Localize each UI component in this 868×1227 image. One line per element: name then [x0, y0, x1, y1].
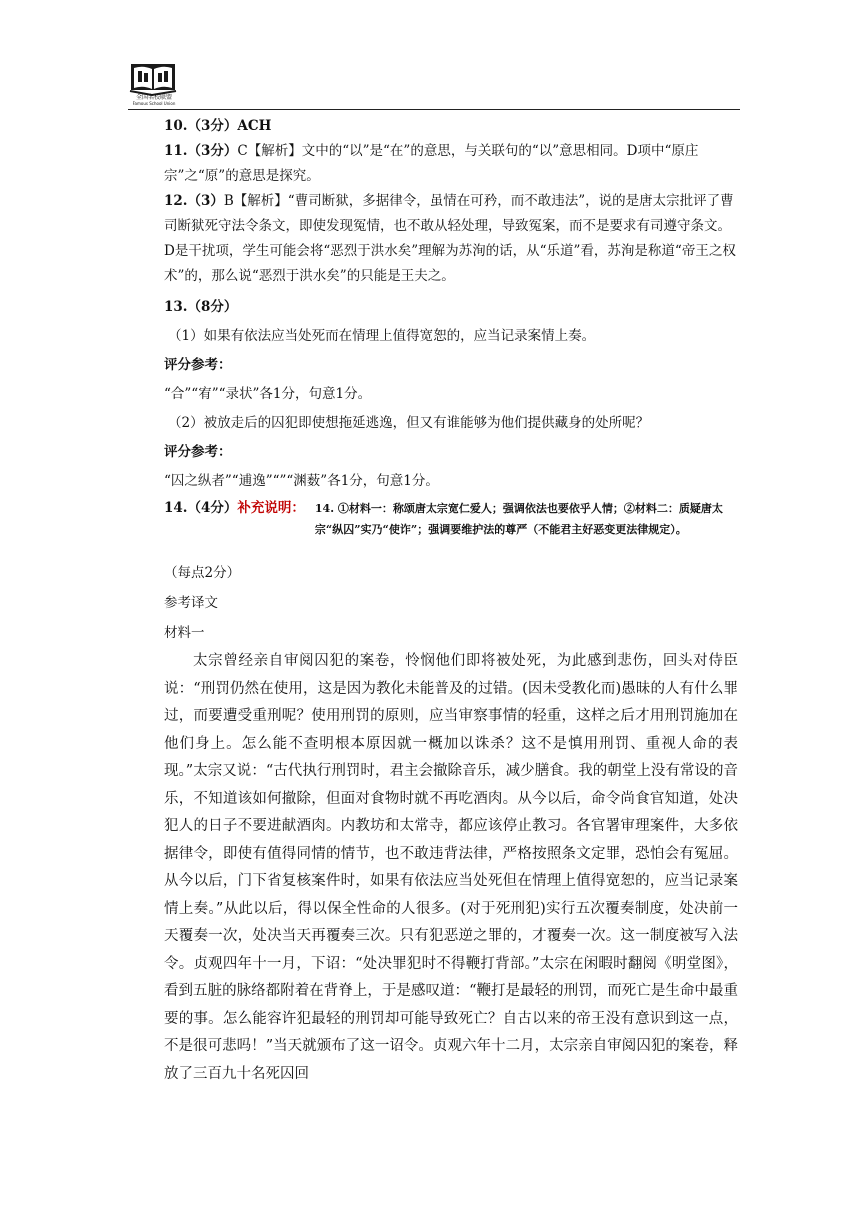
answer-10: 10.（3分）ACH: [164, 118, 272, 134]
header-rule: [128, 109, 740, 110]
open-book-logo-icon: [128, 62, 178, 96]
answer-14-label: 补充说明：: [237, 500, 305, 516]
answer-14-note: 14. ①材料一：称颂唐太宗宽仁爱人；强调依法也要依乎人情；②材料二：质疑唐太宗“纵囚”实乃“使诈”；强调要维护法的尊严（不能君主好恶变更法律规定）。: [314, 502, 723, 536]
answer-11: [164, 139, 738, 189]
answer-11-number: 11.（3分）: [164, 143, 238, 159]
document-body: [164, 114, 738, 1088]
answer-14: [164, 496, 738, 540]
answer-14-points: （每点2分）: [164, 565, 241, 581]
logo-caption: [126, 94, 182, 106]
answer-11-text: C【解析】文中的“以”是“在”的意思，与关联句的“以”意思相同。D项中“原庄宗”之“原”的意思是探究。: [164, 143, 699, 184]
score-reference-1: 评分参考：: [164, 357, 232, 373]
score-reference-2: 评分参考：: [164, 444, 232, 460]
answer-14-number: 14.（4分）: [164, 500, 238, 516]
translation-section: [164, 558, 738, 1088]
answer-14-heading: [164, 496, 305, 521]
answer-13-part-1: （1）如果有依法应当处死而在情理上值得宽恕的，应当记录案情上奏。: [168, 328, 596, 344]
translation-body: 太宗曾经亲自审阅囚犯的案卷，怜悯他们即将被处死，为此感到悲伤，回头对侍臣说：“刑罚仍然在使用，这是因为教化未能普及的过错。(因未受教化而)愚昧的人有什么罪过，而要遭受重刑呢？使用刑罚的原则，应当审察事情的轻重，这样之后才用刑罚施加在他们身上。怎么能不查明根本原因就一概加以诛杀？这不是慎用刑罚、重视人命的表现。”太宗又说：“古代执行刑罚时，君主会撤除音乐，减少膳食。我的朝堂上没有常设的音乐，不知道该如何撤除，但面对食物时就不再吃酒肉。从今以后，命令尚食官知道，处决犯人的日子不要进献酒肉。内教坊和太常寺，都应该停止教习。各官署审理案件，大多依据律令，即使有值得同情的情节，也不敢违背法律，严格按照条文定罪，恐怕会有冤屈。从今以后，门下省复核案件时，如果有依法应当处死但在情理上值得宽恕的，应当记录案情上奏。”从此以后，得以保全性命的人很多。(对于死刑犯)实行五次覆奏制度，处决前一天覆奏一次，处决当天再覆奏三次。只有犯恶逆之罪的，才覆奏一次。这一制度被写入法令。贞观四年十一月，下诏：“处决罪犯时不得鞭打背部。”太宗在闲暇时翻阅《明堂图》，看到五脏的脉络都附着在背脊上，于是感叹道：“鞭打是最轻的刑罚，而死亡是生命中最重要的事。怎么能容许犯最轻的刑罚却可能导致死亡？自古以来的帝王没有意识到这一点，不是很可悲吗！”当天就颁布了这一诏令。贞观六年十二月，太宗亲自审阅囚犯的案卷，释放了三百九十名死囚回: [164, 653, 738, 1082]
answer-13-heading: 13.（8分）: [164, 299, 238, 315]
answer-13-part-1-score: “合”“宥”“录状”各1分，句意1分。: [164, 386, 372, 402]
answer-12-text: B【解析】“曹司断狱，多据律令，虽情在可矜，而不敢违法”，说的是唐太宗批评了曹司断狱死守法令条文，即使发现冤情，也不敢从轻处理，导致冤案，而不是要求有司遵守条文。D是干扰项，学生可能会将“恶烈于洪水矣”理解为苏洵的话，从“乐道”看，苏洵是称道“帝王之权术”的，那么说“恶烈于洪水矣”的只能是王夫之。: [164, 193, 736, 284]
answer-12: [164, 189, 738, 289]
answer-13-part-2-score: “囚之纵者”“逋逸”“”“渊薮”各1分，句意1分。: [164, 473, 439, 489]
logo-caption-cn: 全国名校联盟: [135, 94, 172, 101]
logo-caption-en: Famous School Union: [132, 101, 176, 106]
answer-13-part-2: （2）被放走后的囚犯即使想拖延逃逸，但又有谁能够为他们提供藏身的处所呢？: [168, 415, 650, 431]
answer-12-number: 12.（3）: [164, 193, 224, 209]
translation-title: 参考译文: [164, 595, 218, 611]
translation-material-label: 材料一: [164, 625, 205, 641]
